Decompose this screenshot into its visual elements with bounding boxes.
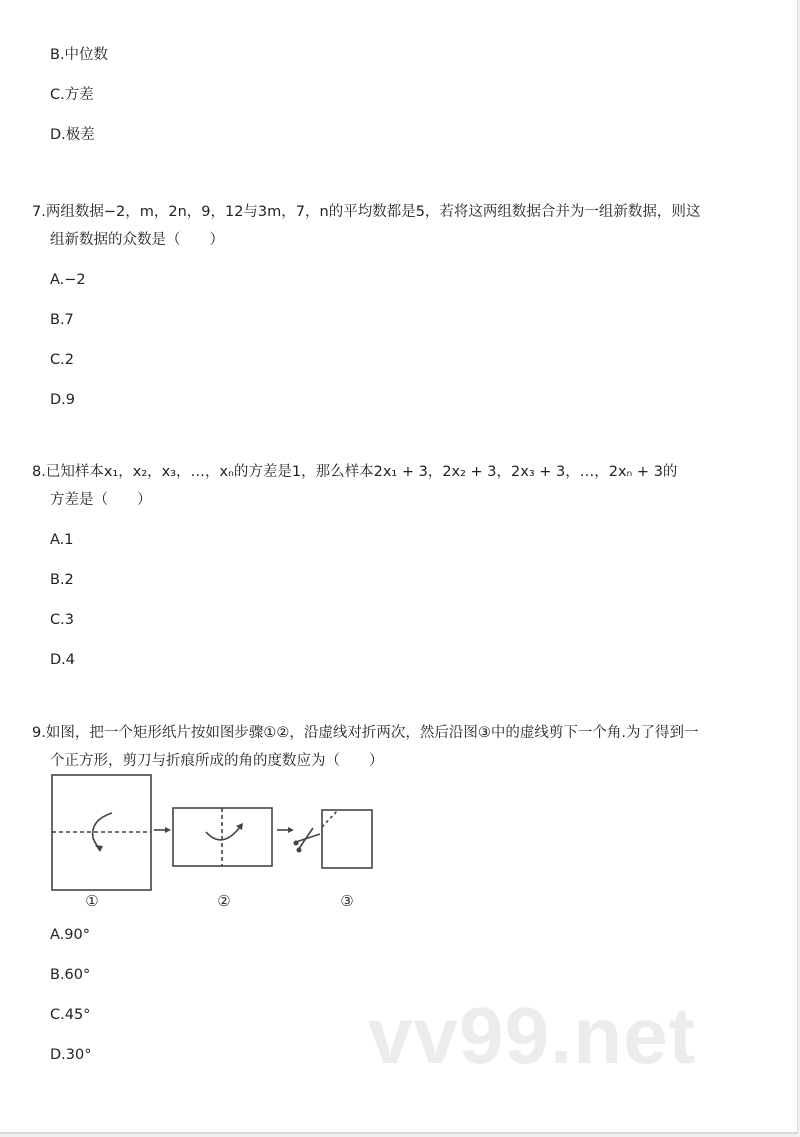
- q7-option-b: B.7: [50, 312, 74, 328]
- paper-folding-figure: [40, 770, 390, 920]
- option-d: D.极差: [50, 127, 95, 143]
- q8-option-d: D.4: [50, 652, 75, 668]
- q7-option-a: A.−2: [50, 272, 86, 288]
- question-8-line1: [32, 462, 677, 482]
- figure-label-1: ①: [85, 892, 99, 910]
- question-7-line1: [32, 202, 700, 222]
- question-9-line1: [32, 723, 698, 743]
- q9-option-c: C.45°: [50, 1007, 91, 1023]
- fold-arrow-2: [206, 827, 240, 840]
- question-text: 两组数据−2，m，2n，9，12与3m，7，n的平均数都是5，若将这两组数据合并为一组新数据，则这: [45, 204, 701, 220]
- question-9-line2: 个正方形，剪刀与折痕所成的角的度数应为（ ）: [50, 753, 384, 769]
- option-b: B.中位数: [50, 47, 109, 63]
- question-number: 9.: [32, 725, 46, 741]
- watermark: vv99.net: [368, 991, 697, 1080]
- option-c: C.方差: [50, 87, 94, 103]
- question-7-line2: 组新数据的众数是（ ）: [50, 232, 224, 248]
- q8-option-b: B.2: [50, 572, 74, 588]
- q9-option-b: B.60°: [50, 967, 91, 983]
- q8-option-c: C.3: [50, 612, 74, 628]
- question-number: 8.: [32, 464, 46, 480]
- question-number: 7.: [32, 204, 46, 220]
- question-text: 已知样本x₁，x₂，x₃，…，xₙ的方差是1，那么样本2x₁ + 3，2x₂ + 3，2x₃ + 3，…，2xₙ + 3的: [45, 464, 678, 480]
- q7-option-d: D.9: [50, 392, 75, 408]
- q8-option-a: A.1: [50, 532, 74, 548]
- q9-option-d: D.30°: [50, 1047, 92, 1063]
- figure-label-3: ③: [340, 892, 354, 910]
- figure-label-2: ②: [217, 892, 231, 910]
- question-8-line2: 方差是（ ）: [50, 492, 152, 508]
- question-text: 如图，把一个矩形纸片按如图步骤①②，沿虚线对折两次，然后沿图③中的虚线剪下一个角.为了得到一: [45, 725, 699, 741]
- square-step-3: [322, 810, 372, 868]
- q7-option-c: C.2: [50, 352, 74, 368]
- q9-option-a: A.90°: [50, 927, 90, 943]
